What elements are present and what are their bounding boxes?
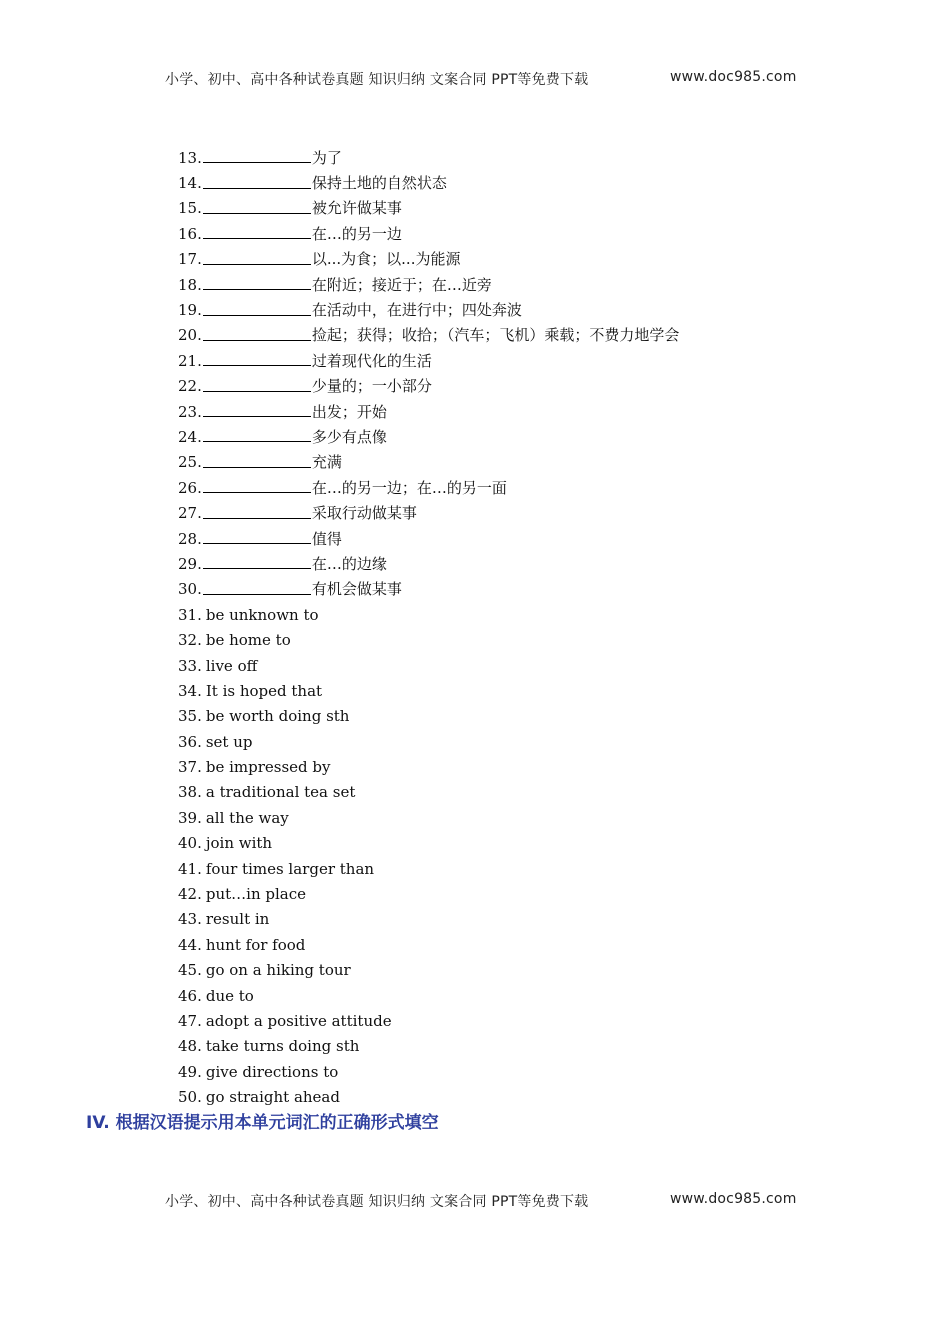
item-meaning: 出发；开始 xyxy=(311,402,387,421)
answer-blank[interactable] xyxy=(203,377,311,392)
phrase-item xyxy=(178,1008,679,1033)
footer-url: www.doc985.com xyxy=(670,1191,797,1207)
item-phrase: all the way xyxy=(205,808,289,827)
answer-blank[interactable] xyxy=(203,301,311,316)
item-phrase: result in xyxy=(205,910,270,929)
answer-blank[interactable] xyxy=(203,478,311,493)
item-meaning: 捡起；获得；收拾；（汽车；飞机）乘载；不费力地学会 xyxy=(311,326,680,345)
item-phrase: adopt a positive attitude xyxy=(205,1011,392,1030)
item-phrase: It is hoped that xyxy=(205,681,323,700)
item-meaning: 在…的另一边 xyxy=(311,224,402,243)
phrase-item xyxy=(178,907,679,932)
blank-item xyxy=(178,272,679,297)
answer-blank[interactable] xyxy=(203,275,311,290)
item-meaning: 在…的另一边；在…的另一面 xyxy=(311,478,507,497)
blank-item xyxy=(178,145,679,170)
phrase-item xyxy=(178,1084,679,1109)
blank-item xyxy=(178,577,679,602)
phrase-item xyxy=(178,704,679,729)
item-phrase: hunt for food xyxy=(205,935,306,954)
item-phrase: live off xyxy=(205,656,258,675)
item-number: 15. xyxy=(178,199,202,218)
item-number: 39. xyxy=(178,808,202,827)
item-number: 50. xyxy=(178,1088,202,1107)
phrase-item xyxy=(178,678,679,703)
item-number: 41. xyxy=(178,859,202,878)
item-number: 19. xyxy=(178,301,202,320)
blank-item xyxy=(178,196,679,221)
item-phrase: due to xyxy=(205,986,254,1005)
item-number: 35. xyxy=(178,707,202,726)
blank-item xyxy=(178,297,679,322)
item-number: 26. xyxy=(178,478,202,497)
blank-item xyxy=(178,221,679,246)
item-number: 36. xyxy=(178,732,202,751)
header-text: 小学、初中、高中各种试卷真题 知识归纳 文案合同 PPT等免费下载 xyxy=(165,72,589,88)
item-number: 25. xyxy=(178,453,202,472)
item-meaning: 在…的边缘 xyxy=(311,554,387,573)
item-number: 37. xyxy=(178,758,202,777)
blank-item xyxy=(178,374,679,399)
phrase-item xyxy=(178,627,679,652)
item-number: 48. xyxy=(178,1037,202,1056)
answer-blank[interactable] xyxy=(203,199,311,214)
answer-blank[interactable] xyxy=(203,427,311,442)
item-phrase: set up xyxy=(205,732,253,751)
item-number: 21. xyxy=(178,351,202,370)
item-meaning: 为了 xyxy=(311,148,342,167)
item-meaning: 在附近；接近于；在…近旁 xyxy=(311,275,492,294)
blank-item xyxy=(178,399,679,424)
item-meaning: 多少有点像 xyxy=(311,427,387,446)
phrase-item xyxy=(178,602,679,627)
blank-item xyxy=(178,323,679,348)
item-number: 27. xyxy=(178,504,202,523)
item-number: 46. xyxy=(178,986,202,1005)
answer-blank[interactable] xyxy=(203,250,311,265)
header-url: www.doc985.com xyxy=(670,69,797,85)
blank-item xyxy=(178,475,679,500)
item-phrase: four times larger than xyxy=(205,859,375,878)
blank-item xyxy=(178,170,679,195)
section-title: IV. 根据汉语提示用本单元词汇的正确形式填空 xyxy=(86,1113,439,1133)
item-meaning: 保持土地的自然状态 xyxy=(311,174,447,193)
phrase-item xyxy=(178,983,679,1008)
phrase-item xyxy=(178,754,679,779)
item-number: 20. xyxy=(178,326,202,345)
item-phrase: give directions to xyxy=(205,1062,339,1081)
exercise-list xyxy=(178,145,679,1110)
item-number: 30. xyxy=(178,580,202,599)
item-number: 45. xyxy=(178,961,202,980)
item-phrase: be worth doing sth xyxy=(205,707,350,726)
item-number: 40. xyxy=(178,834,202,853)
item-number: 22. xyxy=(178,377,202,396)
footer-text: 小学、初中、高中各种试卷真题 知识归纳 文案合同 PPT等免费下载 xyxy=(165,1194,589,1210)
item-meaning: 以...为食；以...为能源 xyxy=(311,250,461,269)
phrase-item xyxy=(178,856,679,881)
phrase-item xyxy=(178,780,679,805)
phrase-item xyxy=(178,1034,679,1059)
item-phrase: be impressed by xyxy=(205,758,331,777)
item-number: 47. xyxy=(178,1011,202,1030)
answer-blank[interactable] xyxy=(203,402,311,417)
item-number: 31. xyxy=(178,605,202,624)
item-phrase: put…in place xyxy=(205,885,306,904)
item-number: 34. xyxy=(178,681,202,700)
blank-item xyxy=(178,500,679,525)
answer-blank[interactable] xyxy=(203,529,311,544)
answer-blank[interactable] xyxy=(203,224,311,239)
phrase-item xyxy=(178,729,679,754)
answer-blank[interactable] xyxy=(203,580,311,595)
item-number: 43. xyxy=(178,910,202,929)
item-meaning: 被允许做某事 xyxy=(311,199,402,218)
item-phrase: a traditional tea set xyxy=(205,783,356,802)
item-meaning: 采取行动做某事 xyxy=(311,504,417,523)
answer-blank[interactable] xyxy=(203,148,311,163)
item-number: 13. xyxy=(178,148,202,167)
item-phrase: go straight ahead xyxy=(205,1088,340,1107)
item-number: 49. xyxy=(178,1062,202,1081)
answer-blank[interactable] xyxy=(203,174,311,189)
blank-item xyxy=(178,450,679,475)
answer-blank[interactable] xyxy=(203,453,311,468)
item-number: 42. xyxy=(178,885,202,904)
item-phrase: take turns doing sth xyxy=(205,1037,360,1056)
item-number: 17. xyxy=(178,250,202,269)
blank-item xyxy=(178,526,679,551)
item-number: 28. xyxy=(178,529,202,548)
item-number: 23. xyxy=(178,402,202,421)
answer-blank[interactable] xyxy=(203,504,311,519)
answer-blank[interactable] xyxy=(203,326,311,341)
item-meaning: 少量的；一小部分 xyxy=(311,377,432,396)
blank-item xyxy=(178,247,679,272)
item-number: 16. xyxy=(178,224,202,243)
item-number: 24. xyxy=(178,427,202,446)
item-number: 29. xyxy=(178,554,202,573)
item-phrase: be unknown to xyxy=(205,605,319,624)
blank-item xyxy=(178,551,679,576)
item-meaning: 在活动中，在进行中；四处奔波 xyxy=(311,301,522,320)
phrase-item xyxy=(178,805,679,830)
phrase-item xyxy=(178,932,679,957)
item-number: 18. xyxy=(178,275,202,294)
blank-item xyxy=(178,424,679,449)
item-number: 32. xyxy=(178,631,202,650)
item-phrase: be home to xyxy=(205,631,291,650)
item-meaning: 过着现代化的生活 xyxy=(311,351,432,370)
item-meaning: 有机会做某事 xyxy=(311,580,402,599)
item-number: 33. xyxy=(178,656,202,675)
phrase-item xyxy=(178,653,679,678)
item-meaning: 值得 xyxy=(311,529,342,548)
item-phrase: go on a hiking tour xyxy=(205,961,351,980)
item-number: 38. xyxy=(178,783,202,802)
blank-item xyxy=(178,348,679,373)
answer-blank[interactable] xyxy=(203,351,311,366)
phrase-item xyxy=(178,831,679,856)
phrase-item xyxy=(178,958,679,983)
item-number: 44. xyxy=(178,935,202,954)
phrase-item xyxy=(178,1059,679,1084)
item-meaning: 充满 xyxy=(311,453,342,472)
item-number: 14. xyxy=(178,174,202,193)
answer-blank[interactable] xyxy=(203,554,311,569)
item-phrase: join with xyxy=(205,834,273,853)
phrase-item xyxy=(178,881,679,906)
